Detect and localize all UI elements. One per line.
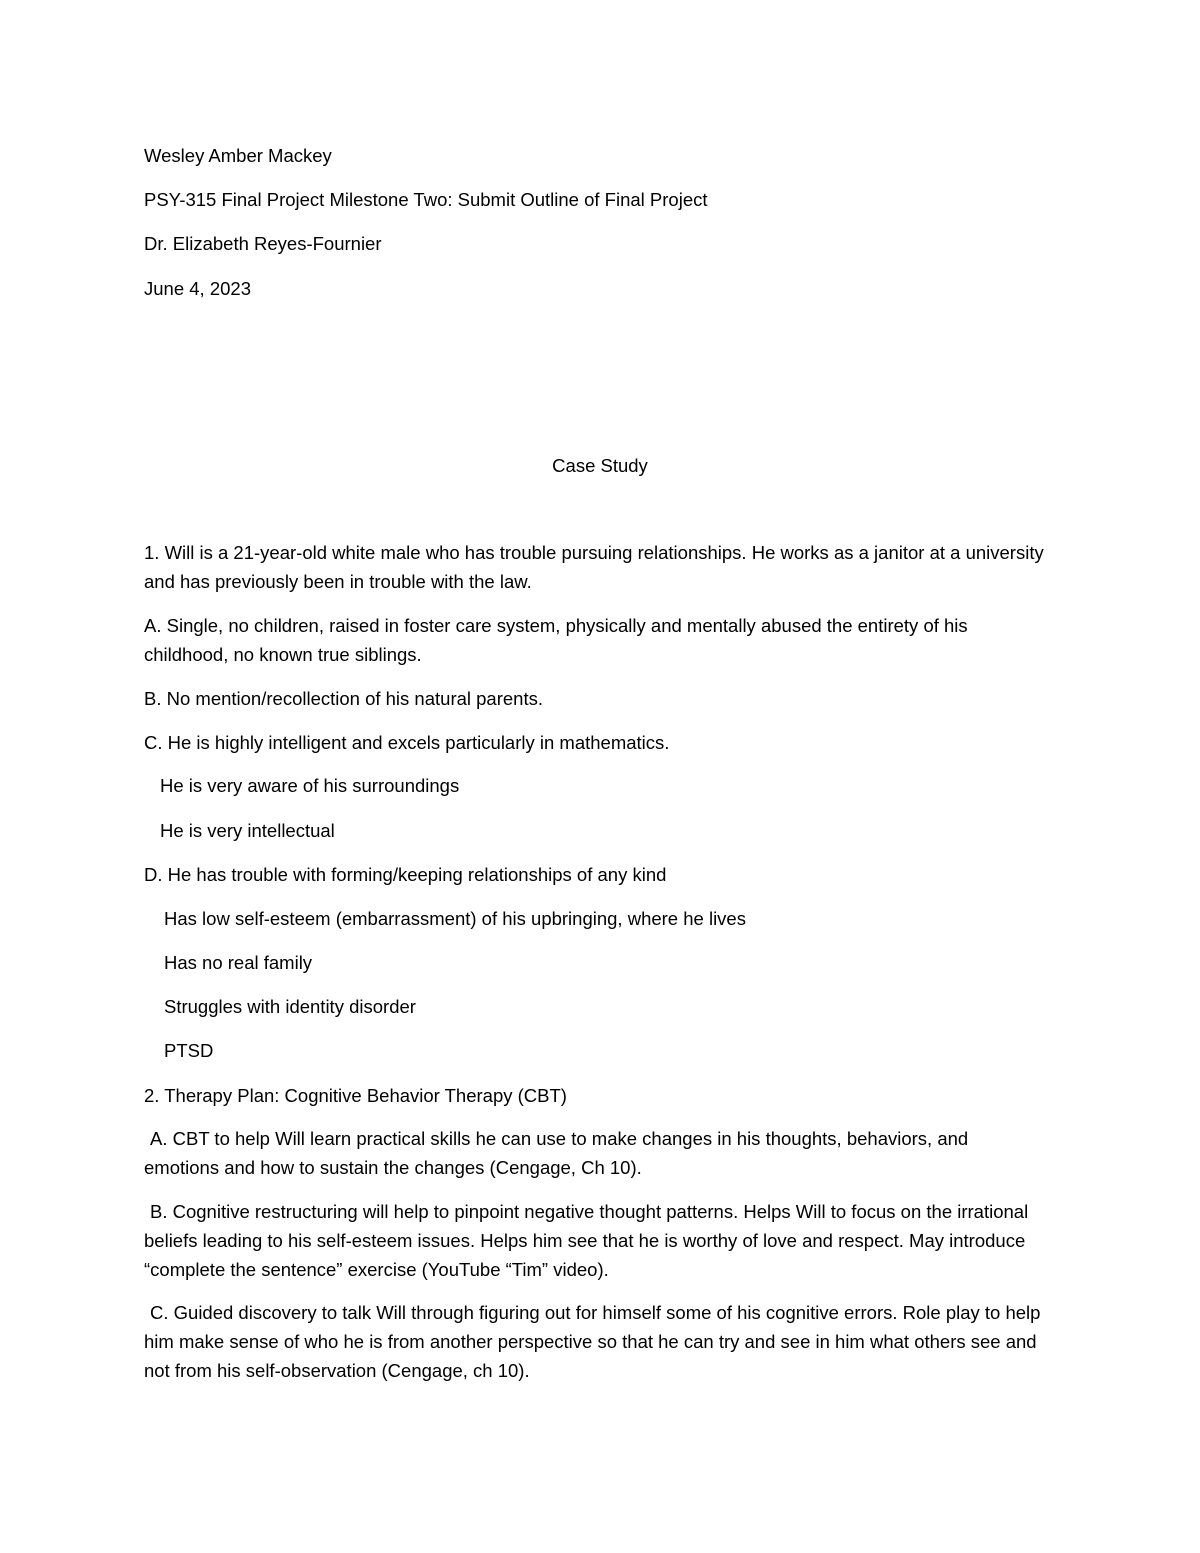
section-1-item-a: A. Single, no children, raised in foster care system, physically and mentally abused the entirety of his childhood, no known true siblings. (144, 615, 968, 665)
section-1-intro: 1. Will is a 21-year-old white male who has trouble pursuing relationships. He works as a janitor at a university and has previously been in trouble with the law. (144, 542, 1044, 592)
course-title: PSY-315 Final Project Milestone Two: Submit Outline of Final Project (144, 189, 708, 210)
section-1-item-d: D. He has trouble with forming/keeping relationships of any kind (144, 864, 667, 885)
section-1-d-sub-item: Struggles with identity disorder (164, 996, 416, 1017)
section-1-d-sub-item: PTSD (164, 1040, 214, 1061)
section-1-item-b: B. No mention/recollection of his natural parents. (144, 688, 543, 709)
document-title: Case Study (552, 455, 648, 476)
section-2-intro: 2. Therapy Plan: Cognitive Behavior Therapy (CBT) (144, 1085, 567, 1106)
instructor-name: Dr. Elizabeth Reyes-Fournier (144, 233, 382, 254)
section-1-item-c: C. He is highly intelligent and excels particularly in mathematics. (144, 732, 670, 753)
section-1-c-sub-item: He is very intellectual (160, 820, 335, 841)
section-1-c-sub-item: He is very aware of his surroundings (160, 775, 460, 796)
section-2-item-c: C. Guided discovery to talk Will through figuring out for himself some of his cognitive errors. Role play to help him make sense of who he is from another perspective so that he can try and see in him what others see and not from his self-observation (Cengage, ch 10). (144, 1302, 1041, 1381)
section-2-item-a: A. CBT to help Will learn practical skills he can use to make changes in his thoughts, behaviors, and emotions and how to sustain the changes (Cengage, Ch 10). (144, 1128, 969, 1178)
section-2-item-b: B. Cognitive restructuring will help to pinpoint negative thought patterns. Helps Will to focus on the irrational beliefs leading to his self-esteem issues. Helps him see that he is worthy of love and respect. May introduce “complete the sentence” exercise (YouTube “Tim” video). (144, 1201, 1029, 1280)
author-name: Wesley Amber Mackey (144, 145, 332, 166)
document-date: June 4, 2023 (144, 278, 251, 299)
section-1-d-sub-item: Has no real family (164, 952, 313, 973)
section-1-d-sub-item: Has low self-esteem (embarrassment) of his upbringing, where he lives (164, 908, 746, 929)
